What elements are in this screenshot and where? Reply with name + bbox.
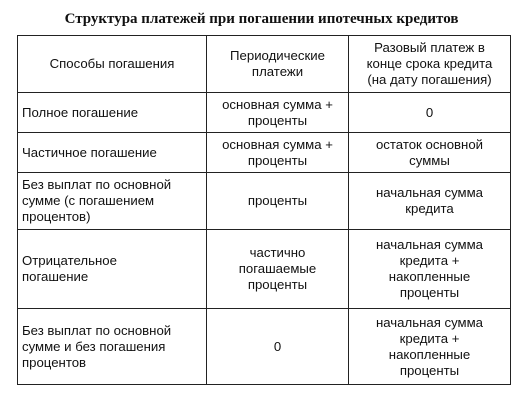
header-periodic-payments: Периодические платежи	[207, 36, 349, 93]
document-title: Структура платежей при погашении ипотечных кредитов	[64, 11, 459, 27]
table-row	[18, 230, 511, 309]
row-method: Частичное погашение	[18, 133, 207, 173]
row-periodic: 0	[207, 309, 349, 385]
table-row	[18, 309, 511, 385]
row-method: Полное погашение	[18, 93, 207, 133]
row-periodic: частично погашаемые проценты	[207, 230, 349, 309]
table-row	[18, 93, 511, 133]
table-row	[18, 173, 511, 230]
row-lump-sum: начальная сумма кредита + накопленные проценты	[349, 230, 511, 309]
row-periodic: основная сумма + проценты	[207, 133, 349, 173]
header-lump-sum-payment: Разовый платеж в конце срока кредита (на дату погашения)	[349, 36, 511, 93]
header-repayment-methods: Способы погашения	[18, 36, 207, 93]
row-method: Без выплат по основной сумме (с погашением процентов)	[18, 173, 207, 230]
row-periodic: проценты	[207, 173, 349, 230]
row-lump-sum: остаток основной суммы	[349, 133, 511, 173]
payments-structure-table	[17, 35, 511, 385]
table-row	[18, 133, 511, 173]
row-lump-sum: 0	[349, 93, 511, 133]
row-lump-sum: начальная сумма кредита	[349, 173, 511, 230]
row-method: Без выплат по основной сумме и без погашения процентов	[18, 309, 207, 385]
row-method: Отрицательное погашение	[18, 230, 207, 309]
table-header-row	[18, 36, 511, 93]
row-lump-sum: начальная сумма кредита + накопленные проценты	[349, 309, 511, 385]
row-periodic: основная сумма + проценты	[207, 93, 349, 133]
